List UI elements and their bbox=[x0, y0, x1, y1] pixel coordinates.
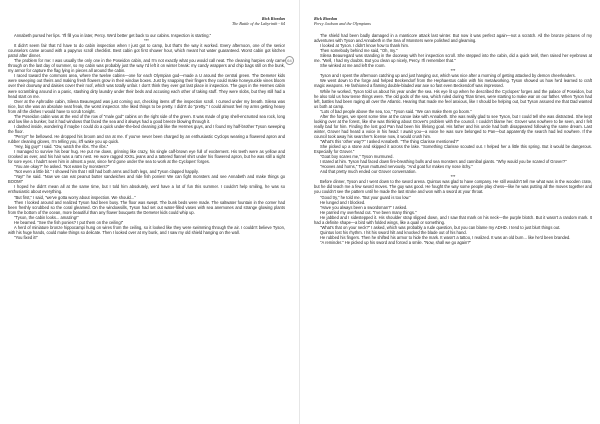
paragraph: *** bbox=[144, 38, 149, 44]
paragraph: I hoped he didn't mean all at the same time, but I told him absolutely, we'd have a lot of fun this summer. I couldn't help smiling, he was so enthusiastic about everything. bbox=[8, 184, 285, 195]
paragraph: "You are okay?" he asked. "Not eaten by monsters?" bbox=[14, 164, 110, 170]
paragraph: I dashed inside, wondering if maybe I could do a quick under-the-bed cleaning job like the Hermes guys, and I found my half-brother Tyson sweeping the floor. bbox=[8, 123, 285, 134]
paragraph: "Tyson, the cabin looks... amazing!" bbox=[14, 214, 79, 220]
paragraph: "What's that on your neck?" I asked, which was probably a rude question, but you can blame my ADHD. I tend to just blurt things out. bbox=[320, 224, 561, 230]
paragraph: "Hey, big guy!" I said. "Ow, watch the ribs. The ribs." bbox=[14, 144, 109, 150]
paragraph: He parried my overhead cut. "I've been many things." bbox=[320, 209, 417, 215]
paragraph: Quintus lost his rhythm. I hit his sword hilt and knocked the blade out of his hand. bbox=[320, 229, 467, 235]
paragraph: I looked at Tyson. I didn't know how to thank him. bbox=[320, 43, 409, 49]
paragraph: "But first," I said, "we've gotta worry about inspection. We should..." bbox=[14, 194, 136, 200]
left-page-title: The Battle of the Labyrinth - 64 bbox=[231, 21, 285, 26]
paragraph: He rubbed his fingers. Then he shifted his armor to hide the mark. It wasn't a tattoo, I realized. It was an old burn... like he'd been branded. bbox=[320, 234, 571, 240]
paragraph: He jabbed and I sidestepped it. His shoulder strap slipped down, and I saw that mark on his neck—the purple blotch. But it wasn't a random mark. It had a definite shape—a bird with folded wings, like a quail or something. bbox=[314, 214, 592, 225]
paragraph: It didn't seem fair that I'd have to do cabin inspection when I just got to camp, but that's the way it worked. Every afternoon, one of the senior counselors came around with a papyrus scroll checklist. Best cabin got first shower hour, which meant hot water guaranteed. Worst cabin got kitchen patrol after dinner. bbox=[8, 43, 285, 59]
paragraph: Silena Beauregard was standing in the doorway with her inspection scroll. She stepped into the cabin, did a quick twirl, then raised her eyebrows at me. "Well, I had my doubts. But you clean up nicely, Percy. I'll remember that." bbox=[314, 53, 592, 64]
paragraph: "Have you always been a swordsman?" I asked. bbox=[320, 204, 408, 210]
paragraph: The Poseidon cabin was at the end of the row of "male god" cabins on the right side of the green. It was made of gray shell-encrusted sea rock, long and low like a bunker, but it had windows that faced the sea and it always had a good breeze blowing through it. bbox=[8, 113, 285, 124]
paragraph: Over at the Aphrodite cabin, Silena Beauregard was just coming out, checking items off the inspection scroll. I cursed under my breath. Silena was nice, but she was an absolute neat freak, the worst inspector. She liked things to be pretty. I didn't do "pretty." I could almost feel my arms getting heavy from all the dishes I would have to scrub tonight. bbox=[8, 98, 285, 114]
paragraph: We went down to the forge and helped Beckendorf from the Hephaestus cabin with his metalworking. Tyson showed us how he'd learned to craft magic weapons. He fashioned a flaming double-bladed war axe so fast even Beckendorf was impressed. bbox=[314, 78, 592, 89]
paragraph: "You fixed it!" bbox=[14, 234, 38, 240]
paragraph: "Yay!" he said. "Now we can eat peanut butter sandwiches and ride fish ponies! We can fight monsters and see Annabeth and make things go BOOM!" bbox=[8, 174, 285, 185]
paragraph: The problem for me: I was usually the only one in the Poseidon cabin, and I'm not exactly what you would call neat. The cleaning harpies only came through on the last day of summer, so my cabin was probably just the way I'd left it on winter break: my candy wrappers and chip bags still on the bunk, my armor for capture the flag lying in pieces all around the cabin. bbox=[8, 58, 285, 74]
paragraph: The shield had been badly damaged in a manticore attack last winter. But now it was perfect again—not a scratch. All the bronze pictures of my adventures with Tyson and Annabeth in the Sea of Monsters were polished and gleaming. bbox=[314, 33, 592, 44]
paragraph: Before dinner, Tyson and I went down to the sword arena. Quintus was glad to have company. He still wouldn't tell me what was in the wooden crate, but he did teach me a few sword moves. The guy was good. He fought the way some people play chess—like he was putting all the moves together and you couldn't see the pattern until he made the last stroke and won with a sword at your throat. bbox=[314, 179, 592, 195]
right-page-header bbox=[314, 16, 592, 30]
paragraph: "Goat boy scares me," Tyson murmured. bbox=[320, 154, 394, 160]
paragraph: She winked at me and left the room. bbox=[320, 63, 386, 69]
left-page-body bbox=[8, 33, 285, 240]
paragraph: He beamed. "See the fish ponies? I put them on the ceiling!" bbox=[14, 219, 124, 225]
right-page-body bbox=[314, 33, 592, 245]
left-page-author: Rick Riordan bbox=[261, 16, 285, 21]
paragraph: He lunged and I blocked. bbox=[320, 199, 366, 205]
paragraph: "Lots of bad people above the sea, too," Tyson said. "We can make them go boom." bbox=[320, 108, 472, 114]
right-page-author: Rick Riordan bbox=[314, 16, 338, 21]
paragraph: She picked up a stone and skipped it across the lake. "Something Clarisse scouted out. I helped her a little this spring. But it would be dangerous. Especially for Grover." bbox=[314, 144, 592, 155]
left-page-header bbox=[8, 16, 285, 30]
paragraph: "What's this 'other way'?" I asked Annabeth. "The thing Clarisse mentioned?" bbox=[320, 138, 460, 144]
paragraph: A herd of miniature bronze hippocampi hung on wires from the ceiling, so it looked like they were swimming through the air. I couldn't believe Tyson, with his huge hands, could make things so delicate. Then I looked over at my bunk, and I saw my old shield hanging on the wall. bbox=[8, 224, 285, 235]
paragraph: "A reminder." He picked up his sword and forced a smile. "Now, shall we go again?" bbox=[320, 239, 471, 245]
paragraph: "Percy!" he bellowed. He dropped his broom and ran at me. If you've never been charged by an enthusiastic Cyclops wearing a flowered apron and rubber cleaning gloves, I'm telling you, it'll wake you up quick. bbox=[8, 133, 285, 144]
paragraph: Then somebody behind me said, "Oh, my." bbox=[320, 48, 398, 54]
paragraph: Then I looked around and realized Tyson had been busy. The floor was swept. The bunk beds were made. The saltwater fountain in the corner had been freshly scrubbed so the coral gleamed. On the windowsills, Tyson had set out water-filled vases with sea anemones and strange glowing plants from the bottom of the ocean, more beautiful than any flower bouquets the Demeter kids could whip up. bbox=[8, 199, 285, 215]
paragraph: "Good try," he told me. "But your guard is too low." bbox=[320, 194, 411, 200]
paragraph: After the forges, we spent some time at the canoe lake with Annabeth. She was really glad to see Tyson, but I could tell she was distracted. She kept looking over at the forest, like she was thinking about Grover's problem with the council. I couldn't blame her. Grover was nowhere to be seen, and I felt really bad for him. Finding the lost god Pan had been his lifelong goal. His father and his uncle had both disappeared following the same dream. Last winter, Grover had heard a voice in his head: I await you—a voice he was sure belonged to Pan—but apparently the search had led nowhere. If the council took away his searcher's license now, it would crush him. bbox=[314, 113, 592, 139]
paragraph: I stared at him. Tyson had faced down fire-breathing bulls and sea monsters and cannibal giants. "Why would you be scared of Grover?" bbox=[320, 159, 567, 165]
paragraph: *** bbox=[450, 174, 456, 180]
paragraph: And that pretty much ended our Grover conversation. bbox=[320, 169, 417, 175]
right-page bbox=[300, 0, 600, 424]
paragraph: I managed to survive his bear hug. He put me down, grinning like crazy, his single calf-brown eye full of excitement. His teeth were as yellow and crooked as ever, and his hair was a rat's nest. He wore ragged XXXL jeans and a tattered flannel shirt under his flowered apron, but he was still a sight for sore eyes. I hadn't seen him in almost a year, since he'd gone under the sea to work at the Cyclopes' forges. bbox=[8, 149, 285, 165]
paragraph: *** bbox=[450, 68, 456, 74]
paragraph: Annabeth pursed her lips. 'I'll fill you in later, Percy. We'd better get back to our cabins. Inspection is starting." bbox=[14, 33, 212, 38]
paragraph: "Hooves and horns," Tyson muttured nervously. "And goat fur makes my nose itchy." bbox=[320, 164, 473, 170]
paragraph: While he worked, Tyson told us about his year under the sea. His eye lit up when he described the Cyclopes' forges and the palace of Poseidon, but he also told us how tense things were. The old gods of the sea, which ruled during Titan times, were starting to make war on our father. When Tyson had left, battles had been raging all over the Atlantic. Hearing that made me feel anxious, like I should be helping out, but Tyson assured me that Dad wanted us both at camp. bbox=[314, 88, 592, 109]
left-page-marker[interactable]: 64 bbox=[285, 56, 294, 65]
right-page-title: Percy Jackson and the Olympians bbox=[314, 21, 371, 26]
paragraph: Tyson and I spent the afternoon catching up and just hanging out, which was nice after a morning of getting attacked by demon cheerleaders. bbox=[320, 73, 576, 79]
paragraph: I raced toward the commons area, where the twelve cabins—one for each Olympian god—made a U around the central green. The Demeter kids were sweeping out theirs and making fresh flowers grow in their window boxes. Just by snapping their fingers they could make honeysuckle vines bloom over their doorway and daisies cover their roof, which was totally unfair. I don't think they ever got last place in inspection. The guys in the Hermes cabin were scrambling around in a panic, stashing dirty laundry under their beds and accusing each other of taking stuff. They were slobs, but they still had a head start on me. bbox=[8, 73, 285, 99]
paragraph: "Not even a little bit." I showed him that I still had both arms and both legs, and Tyson clapped happily. bbox=[14, 169, 199, 175]
